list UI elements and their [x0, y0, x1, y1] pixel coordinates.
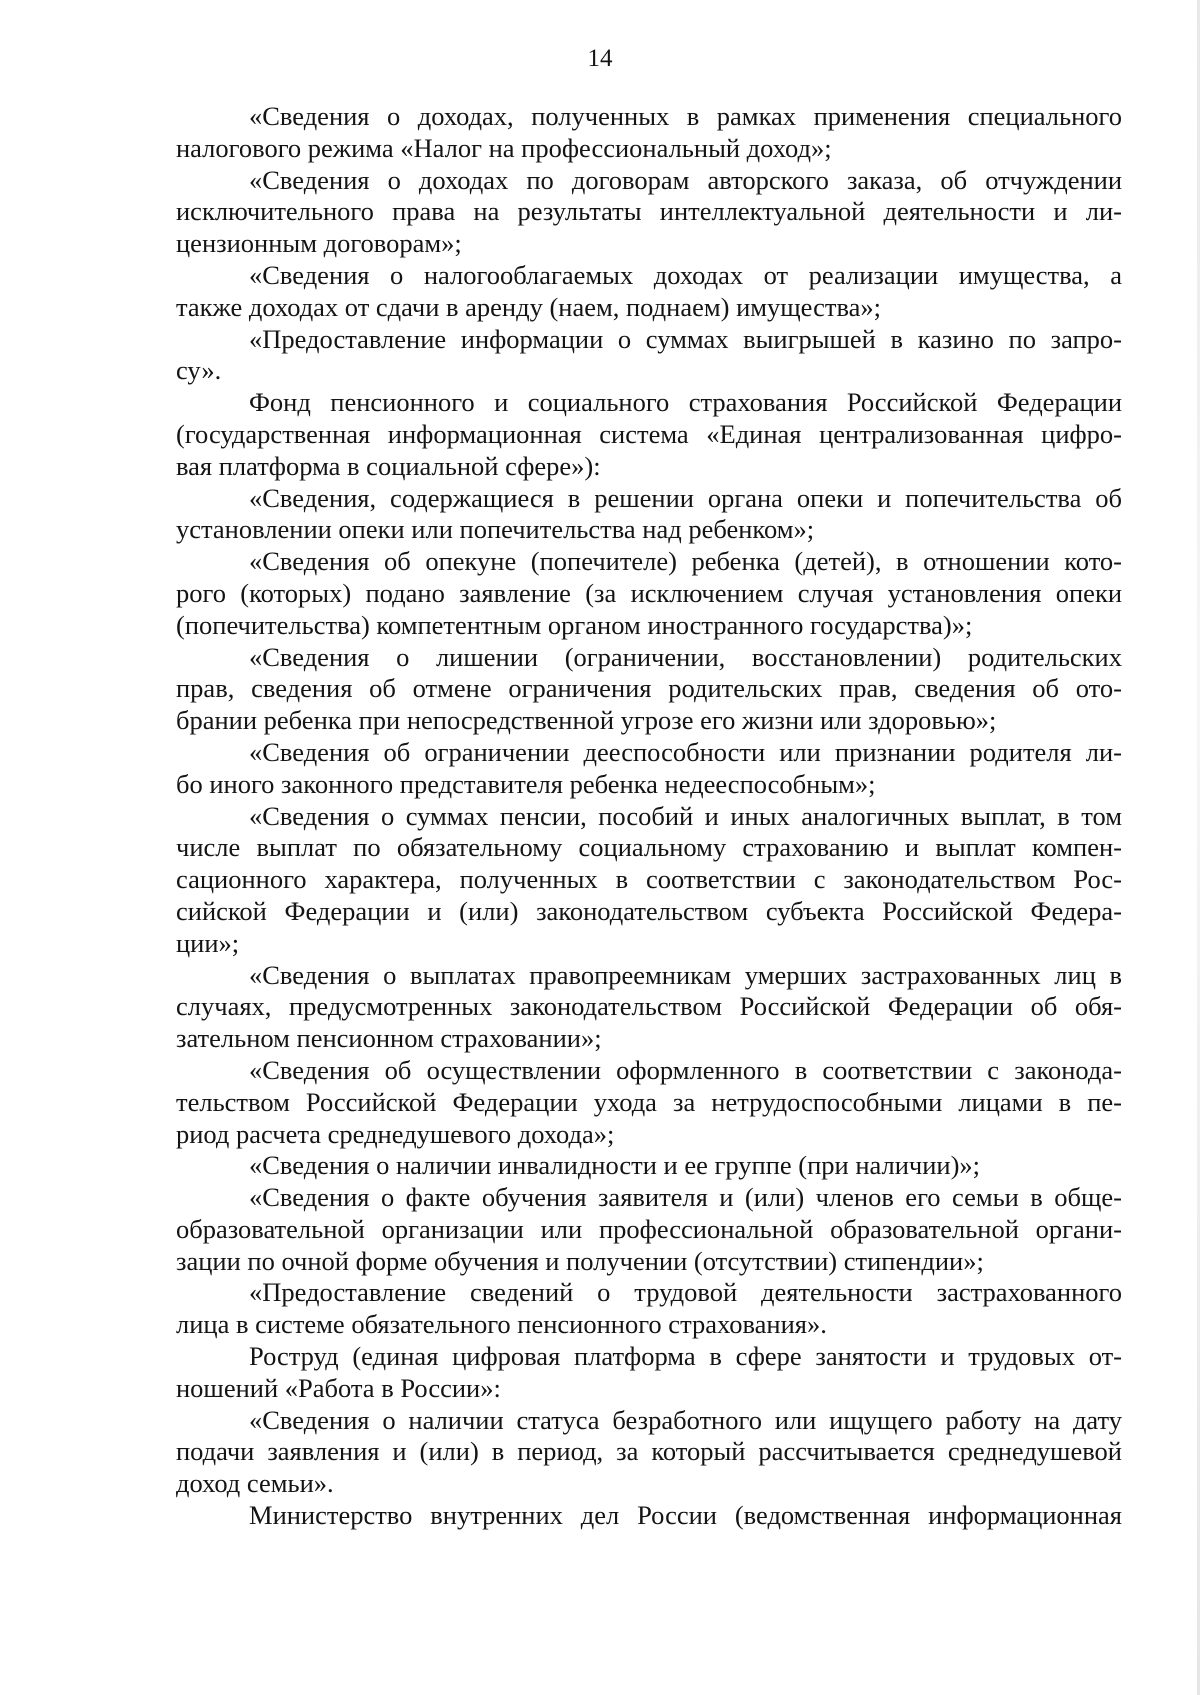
- paragraph-line: сийской Федерации и (или) законодательством субъекта Российской Федера-: [176, 895, 1122, 926]
- paragraph-line: ношений «Работа в России»:: [176, 1372, 501, 1403]
- page-number: 14: [587, 45, 613, 72]
- paragraph-line: бо иного законного представителя ребенка недееспособным»;: [176, 768, 876, 799]
- paragraph-line: су».: [176, 355, 222, 386]
- paragraph: [176, 101, 1122, 165]
- paragraph-line: также доходах от сдачи в аренду (наем, поднаем) имущества»;: [176, 291, 881, 322]
- paragraph-line: прав, сведения об отмене ограничения родительских прав, сведения об ото-: [176, 673, 1122, 704]
- paragraph-line: «Предоставление сведений о трудовой деятельности застрахованного: [249, 1277, 1122, 1308]
- paragraph: [176, 737, 1122, 801]
- paragraph-line: (государственная информационная система «Единая централизованная цифро-: [176, 418, 1122, 449]
- paragraph-line: рого (которых) подано заявление (за исключением случая установления опеки: [176, 577, 1122, 608]
- paragraph-line: случаях, предусмотренных законодательством Российской Федерации об обя-: [176, 991, 1122, 1022]
- paragraph-line: «Сведения об ограничении дееспособности или признании родителя ли-: [249, 736, 1122, 767]
- paragraph-line: «Сведения о суммах пенсии, пособий и иных аналогичных выплат, в том: [249, 800, 1122, 831]
- paragraph-line: Роструд (единая цифровая платформа в сфере занятости и трудовых от-: [249, 1341, 1122, 1372]
- paragraph-line: Министерство внутренних дел России (ведомственная информационная: [249, 1500, 1122, 1531]
- paragraph-line: «Сведения о доходах, полученных в рамках применения специального: [249, 101, 1122, 131]
- paragraph-line: «Сведения о наличии статуса безработного или ищущего работу на дату: [249, 1404, 1122, 1435]
- paragraph-line: Фонд пенсионного и социального страхования Российской Федерации: [249, 387, 1122, 418]
- paragraph-line: «Сведения о лишении (ограничении, восстановлении) родительских: [249, 641, 1122, 672]
- paragraph-line: «Сведения о наличии инвалидности и ее группе (при наличии)»;: [249, 1150, 981, 1181]
- paragraph-line: брании ребенка при непосредственной угрозе его жизни или здоровью»;: [176, 705, 997, 736]
- paragraph-line: доход семьи».: [176, 1468, 334, 1499]
- paragraph-line: зательном пенсионном страховании»;: [176, 1023, 602, 1054]
- paragraph-line: тельством Российской Федерации ухода за нетрудоспособными лицами в пе-: [176, 1086, 1122, 1117]
- paragraph: [176, 1055, 1122, 1150]
- paragraph-line: числе выплат по обязательному социальному страхованию и выплат компен-: [176, 832, 1122, 863]
- paragraph: [176, 801, 1122, 960]
- paragraph-line: «Сведения об опекуне (попечителе) ребенка (детей), в отношении кото-: [249, 546, 1122, 577]
- paragraph-line: «Сведения о доходах по договорам авторского заказа, об отчуждении: [249, 164, 1122, 195]
- paragraph-line: (попечительства) компетентным органом иностранного государства)»;: [176, 609, 973, 640]
- paragraph-line: подачи заявления и (или) в период, за который рассчитывается среднедушевой: [176, 1436, 1122, 1467]
- paragraph-line: зации по очной форме обучения и получении (отсутствии) стипендии»;: [176, 1245, 984, 1276]
- paragraph-line: «Сведения о выплатах правопреемникам умерших застрахованных лиц в: [249, 959, 1122, 990]
- paragraph: [176, 387, 1122, 482]
- paragraph-line: «Предоставление информации о суммах выигрышей в казино по запро-: [249, 323, 1122, 354]
- paragraph: [176, 1405, 1122, 1500]
- paragraph: [176, 1182, 1122, 1277]
- paragraph-line: лица в системе обязательного пенсионного страхования».: [176, 1309, 827, 1340]
- paragraph-line: «Сведения о факте обучения заявителя и (или) членов его семьи в обще-: [249, 1182, 1122, 1213]
- paragraph: [176, 1150, 1122, 1182]
- paragraph: [176, 324, 1122, 388]
- paragraph-line: вая платформа в социальной сфере»):: [176, 450, 601, 481]
- paragraph-line: налогового режима «Налог на профессиональный доход»;: [176, 132, 832, 163]
- paragraph-line: «Сведения о налогооблагаемых доходах от реализации имущества, а: [249, 259, 1122, 290]
- paragraph-line: исключительного права на результаты интеллектуальной деятельности и ли-: [176, 196, 1122, 227]
- paragraph-line: ции»;: [176, 927, 240, 958]
- paragraph-line: «Сведения, содержащиеся в решении органа опеки и попечительства об: [249, 482, 1122, 513]
- document-body: [176, 101, 1122, 1532]
- paragraph: [176, 1277, 1122, 1341]
- paragraph: [176, 483, 1122, 547]
- paragraph-line: «Сведения об осуществлении оформленного в соответствии с законода-: [249, 1054, 1122, 1085]
- paragraph-line: образовательной организации или профессиональной образовательной органи-: [176, 1213, 1122, 1244]
- paragraph-line: риод расчета среднедушевого дохода»;: [176, 1118, 615, 1149]
- paragraph: [176, 260, 1122, 324]
- paragraph-line: сационного характера, полученных в соответствии с законодательством Рос-: [176, 864, 1122, 895]
- paragraph: [176, 642, 1122, 737]
- paragraph: [176, 165, 1122, 260]
- paragraph: [176, 1500, 1122, 1532]
- paragraph: [176, 960, 1122, 1055]
- paragraph: [176, 546, 1122, 641]
- paragraph-line: цензионным договорам»;: [176, 228, 462, 259]
- paragraph: [176, 1341, 1122, 1405]
- paragraph-line: установлении опеки или попечительства над ребенком»;: [176, 514, 815, 545]
